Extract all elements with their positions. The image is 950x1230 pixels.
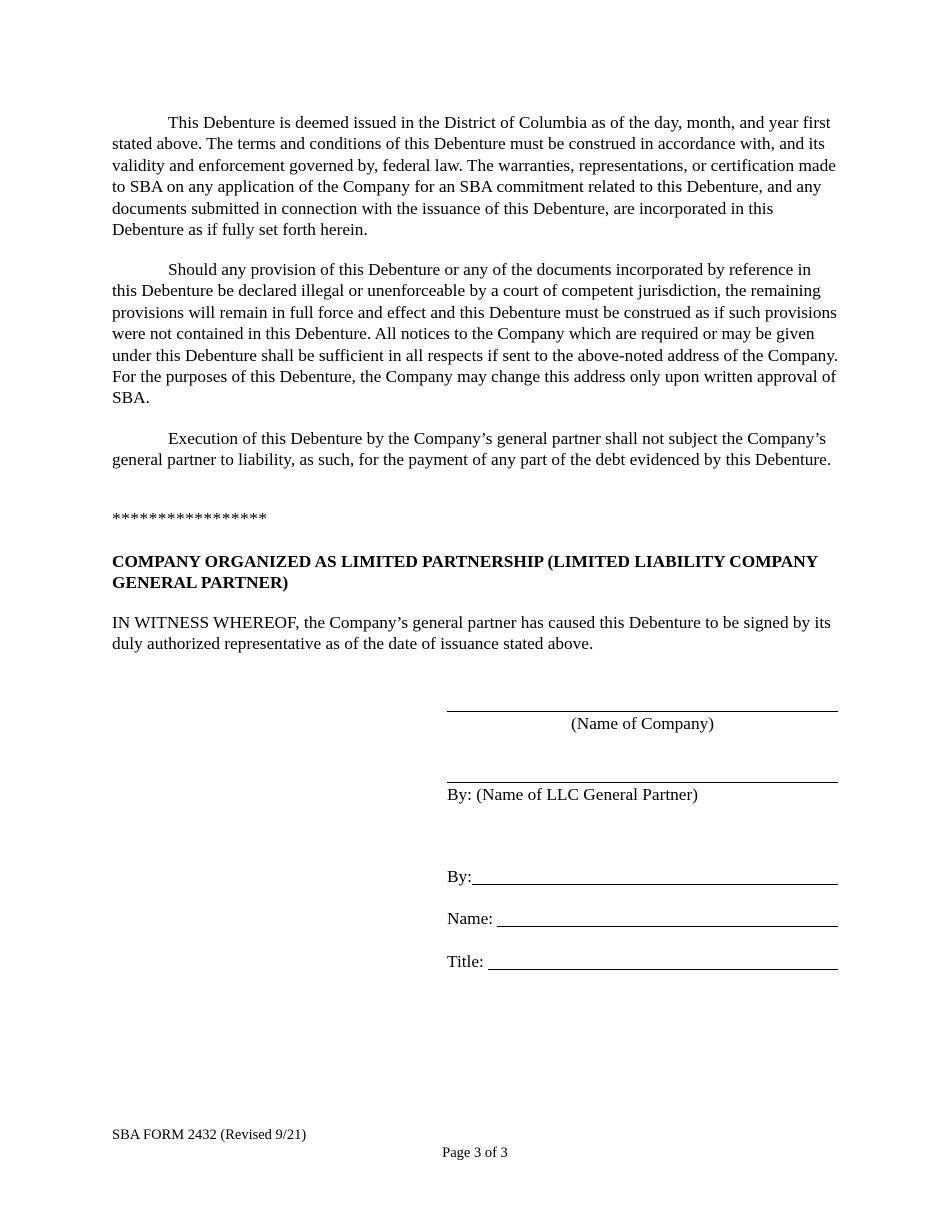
paragraph-severability-notices: Should any provision of this Debenture or any of the documents incorporated by reference in this Debenture be declared illegal or unenforceable by a court of competent jurisdiction, the remaining provisions will remain in full force and effect and this Debenture must be construed as if such provisions were not contained in this Debenture. All notices to the Company which are required or may be given under this Debenture shall be sufficient in all respects if sent to the above-noted address of the Company. For the purposes of this Debenture, the Company may change this address only upon written approval of SBA. bbox=[112, 260, 839, 408]
by-signature-field bbox=[447, 864, 838, 888]
llc-general-partner-signature-line[interactable] bbox=[447, 782, 838, 783]
name-blank-line[interactable] bbox=[497, 925, 838, 927]
page-number: Page 3 of 3 bbox=[442, 1145, 508, 1161]
title-blank-line[interactable] bbox=[488, 968, 838, 970]
paragraph-governing-law: This Debenture is deemed issued in the District of Columbia as of the day, month, and year first stated above. The terms and conditions of this Debenture must be construed in accordance with, and its validity and enforcement governed by, federal law. The warranties, representations, or certification made to SBA on any application of the Company for an SBA commitment related to this Debenture, and any documents submitted in connection with the issuance of this Debenture, are incorporated in this Debenture as if fully set forth herein. bbox=[112, 113, 836, 240]
witness-paragraph: IN WITNESS WHEREOF, the Company’s general partner has caused this Debenture to be signed by its duly authorized representative as of the date of issuance stated above. bbox=[112, 613, 831, 654]
llc-general-partner-label: By: (Name of LLC General Partner) bbox=[447, 785, 698, 804]
by-blank-line[interactable] bbox=[472, 883, 838, 885]
name-field bbox=[447, 906, 838, 930]
company-name-signature-line[interactable] bbox=[447, 711, 838, 712]
form-identifier: SBA FORM 2432 (Revised 9/21) bbox=[112, 1127, 307, 1143]
name-label: Name: bbox=[447, 909, 498, 928]
title-field bbox=[447, 949, 838, 973]
paragraph-partner-liability: Execution of this Debenture by the Company’s general partner shall not subject the Company’s general partner to liability, as such, for the payment of any part of the debt evidenced by this Debenture. bbox=[112, 429, 832, 470]
title-label: Title: bbox=[447, 952, 489, 971]
section-heading: COMPANY ORGANIZED AS LIMITED PARTNERSHIP (LIMITED LIABILITY COMPANY GENERAL PARTNER) bbox=[112, 552, 818, 593]
by-label: By: bbox=[447, 867, 472, 886]
company-name-label: (Name of Company) bbox=[570, 714, 714, 733]
asterisk-separator: ***************** bbox=[112, 509, 268, 528]
